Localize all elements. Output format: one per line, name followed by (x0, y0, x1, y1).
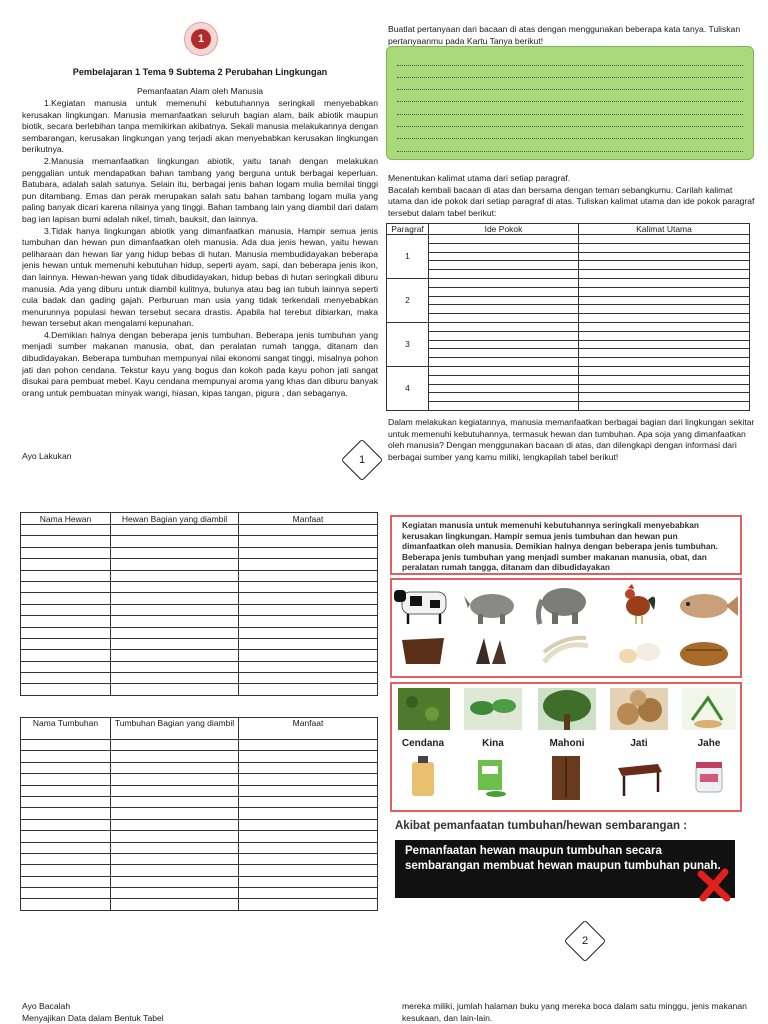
table-picture-icon (618, 764, 662, 796)
table-row (21, 684, 378, 695)
footer-subtitle: Menyajikan Data dalam Bentuk Tabel (22, 1012, 164, 1023)
animal-table-cell[interactable] (239, 559, 378, 570)
paragraph-number: 4 (387, 366, 429, 410)
kalimat-utama-cell[interactable] (579, 402, 750, 411)
plant-table-cell[interactable] (239, 740, 378, 751)
col-manfaat-tumbuhan: Manfaat (239, 718, 378, 740)
paragraph-1: 1.Kegiatan manusia untuk memenuhi kebutuhannya seringkali menyebabkan kerusakan lingkungan. Manusia memanfaatkan seluruh bagian alam, baik abiotik maupun biotik, secara berlebihan tanpa memikirkan akibatnya. Sekali manusia melakukannya dengan sembarangan, kerusakan lingkungan yang terjadi akan menyebabkan kerusakan lingkungan berikutnya. (22, 98, 378, 155)
animal-table-cell[interactable] (111, 570, 239, 581)
question-card-line[interactable] (397, 129, 743, 140)
plant-table-cell[interactable] (111, 888, 239, 899)
page-number-2: 2 (570, 926, 600, 956)
ide-pokok-cell[interactable] (429, 252, 579, 261)
col-ide-pokok: Ide Pokok (429, 224, 579, 235)
ide-pokok-cell[interactable] (429, 243, 579, 252)
lesson-badge (184, 22, 218, 56)
col-kalimat-utama: Kalimat Utama (579, 224, 750, 235)
plant-table-cell[interactable] (111, 740, 239, 751)
animal-picture-panel (390, 578, 742, 678)
plant-table-cell[interactable] (111, 751, 239, 762)
ide-pokok-cell[interactable] (429, 270, 579, 279)
table-row (387, 314, 750, 323)
question-card (386, 46, 754, 160)
kalimat-utama-cell[interactable] (579, 270, 750, 279)
animal-table-cell[interactable] (239, 616, 378, 627)
animal-table-cell[interactable] (239, 570, 378, 581)
animal-table-cell[interactable] (21, 650, 111, 661)
animal-table-cell[interactable] (111, 673, 239, 684)
kalimat-utama-cell[interactable] (579, 322, 750, 331)
cendana-picture-icon (398, 688, 450, 730)
ide-pokok-cell[interactable] (429, 358, 579, 367)
ide-pokok-cell[interactable] (429, 287, 579, 296)
kalimat-utama-cell[interactable] (579, 349, 750, 358)
table-row (21, 819, 378, 830)
paragraph-2: 2.Manusia memanfaatkan lingkungan abiotik, yaitu tanah dengan melakukan penggalian untuk mendapatkan bahan tambang yang berguna untuk berbagai keperluan. Batubara, adalah salah satunya. Selain itu, berbagai jenis bahan logam mulia bernilai tinggi pun ditambang. Emas dan perak merupakan salah satu bahan tambang logam mulia yang paling banyak dicari karena nilainya yang tinggi. Bahan tambang lain yang diambil dari dalam bag ian lapisan bumi adalah nikel, timah, bauksit, dan lainnya. (22, 155, 378, 224)
kalimat-utama-cell[interactable] (579, 331, 750, 340)
table-row (387, 366, 750, 375)
activity-text: Dalam melakukan kegiatannya, manusia memanfaatkan berbagai bagian dari lingkungan sekitar untuk memenuhi kebutuhannya, termasuk hewan dan tumbuhan. Apa soja yang dimanfaatkan oleh manusia? Dengan menggunakan bacaan di atas, dan dilengkapi dengan informasi dari berbagai sumber yang kamu miliki, lengkapilah tabel berikut! (388, 417, 755, 462)
table-row (387, 261, 750, 270)
fish-dish-picture-icon (680, 642, 728, 666)
table-row (21, 842, 378, 853)
animal-table-cell[interactable] (21, 559, 111, 570)
plant-table-cell[interactable] (239, 762, 378, 773)
plant-table-cell[interactable] (21, 796, 111, 807)
paragraph-table (386, 223, 750, 411)
animal-table-cell[interactable] (111, 525, 239, 536)
animal-table-cell[interactable] (111, 627, 239, 638)
table-row (21, 536, 378, 547)
question-card-line[interactable] (397, 80, 743, 91)
akibat-text: Pemanfaatan hewan maupun tumbuhan secara sembarangan membuat hewan maupun tumbuhan punah. (405, 845, 721, 872)
ivory-picture-icon (544, 638, 588, 662)
question-intro: Buatlat pertanyaan dari bacaan di atas dengan menggunakan beberapa kata tanya. Tuliskan pertanyaanmu pada Kartu Tanya berikut! (388, 24, 741, 46)
lesson-badge-number: 1 (191, 29, 211, 49)
animal-table-cell[interactable] (111, 536, 239, 547)
plant-table-cell[interactable] (111, 774, 239, 785)
page-title: Pembelajaran 1 Tema 9 Subtema 2 Perubahan Lingkungan (72, 67, 328, 77)
animal-table-cell[interactable] (21, 661, 111, 672)
animal-table-cell[interactable] (21, 616, 111, 627)
table-row (387, 393, 750, 402)
animal-table-cell[interactable] (21, 536, 111, 547)
table-row (387, 384, 750, 393)
cupboard-picture-icon (552, 756, 580, 800)
ide-pokok-cell[interactable] (429, 340, 579, 349)
table-row (387, 402, 750, 411)
table-row (21, 650, 378, 661)
plant-table-cell[interactable] (21, 853, 111, 864)
table-row (21, 853, 378, 864)
col-paragraf: Paragraf (387, 224, 429, 235)
plant-table-cell[interactable] (111, 899, 239, 910)
col-nama-hewan: Nama Hewan (21, 513, 111, 525)
ayo-bacalah-label: Ayo Bacalah (22, 1001, 71, 1011)
plant-table-cell[interactable] (239, 876, 378, 887)
table-row (21, 638, 378, 649)
animal-table-cell[interactable] (239, 661, 378, 672)
plant-name-jati: Jati (630, 738, 648, 749)
kalimat-utama-cell[interactable] (579, 375, 750, 384)
plant-name-cendana: Cendana (401, 738, 445, 749)
ide-pokok-cell[interactable] (429, 331, 579, 340)
table-row (21, 888, 378, 899)
medicine-picture-icon (478, 760, 506, 797)
animal-table-cell[interactable] (239, 638, 378, 649)
cross-icon (697, 868, 731, 902)
table-row (21, 796, 378, 807)
kalimat-utama-cell[interactable] (579, 384, 750, 393)
table-row (387, 340, 750, 349)
col-bagian-hewan: Hewan Bagian yang diambil (111, 513, 239, 525)
plant-table-cell[interactable] (111, 865, 239, 876)
oil-bottle-picture-icon (412, 756, 434, 796)
question-card-line[interactable] (397, 116, 743, 127)
table-row (21, 616, 378, 627)
kalimat-utama-cell[interactable] (579, 340, 750, 349)
plant-table-cell[interactable] (239, 785, 378, 796)
question-card-line[interactable] (397, 141, 743, 152)
plant-name-mahoni: Mahoni (549, 738, 585, 749)
page-number-1: 1 (347, 445, 377, 475)
rhino-picture-icon (464, 594, 514, 624)
plant-name-kina: Kina (482, 738, 504, 749)
animal-table-cell[interactable] (111, 661, 239, 672)
paragraph-number: 3 (387, 322, 429, 366)
plant-table-cell[interactable] (21, 876, 111, 887)
animal-table-cell[interactable] (239, 525, 378, 536)
plant-table-cell[interactable] (111, 819, 239, 830)
ide-pokok-cell[interactable] (429, 314, 579, 323)
plant-picture-panel (390, 682, 742, 812)
ayo-lakukan-label: Ayo Lakukan (22, 451, 72, 461)
animal-table-cell[interactable] (21, 525, 111, 536)
jati-picture-icon (610, 688, 668, 730)
plant-table-cell[interactable] (111, 796, 239, 807)
plant-table-cell[interactable] (239, 796, 378, 807)
fish-picture-icon (680, 594, 738, 618)
kalimat-utama-cell[interactable] (579, 278, 750, 287)
table-row (21, 740, 378, 751)
ide-pokok-cell[interactable] (429, 322, 579, 331)
col-manfaat-hewan: Manfaat (239, 513, 378, 525)
plant-table-cell[interactable] (239, 842, 378, 853)
ide-pokok-cell[interactable] (429, 349, 579, 358)
ide-pokok-cell[interactable] (429, 375, 579, 384)
question-card-line[interactable] (397, 55, 743, 66)
kalimat-utama-cell[interactable] (579, 314, 750, 323)
kina-picture-icon (464, 688, 522, 730)
kalimat-utama-cell[interactable] (579, 252, 750, 261)
animal-table-cell[interactable] (239, 547, 378, 558)
plant-table-cell[interactable] (239, 751, 378, 762)
reading-body (22, 98, 378, 399)
animal-table-cell[interactable] (239, 684, 378, 695)
table-row (387, 252, 750, 261)
plant-name-jahe: Jahe (697, 738, 721, 749)
animal-table-cell[interactable] (21, 673, 111, 684)
plant-table-cell[interactable] (21, 774, 111, 785)
egg-chicken-picture-icon (619, 643, 660, 663)
table-row (21, 525, 378, 536)
plant-table-cell[interactable] (111, 831, 239, 842)
table-row (387, 375, 750, 384)
footer-right-text: mereka miliki, jumlah halaman buku yang mereka boca dalam satu minggu, jenis makanan kesukaan, dan lain-lain. (402, 1001, 747, 1023)
animal-table-cell[interactable] (111, 604, 239, 615)
ide-pokok-cell[interactable] (429, 235, 579, 244)
table-row (21, 751, 378, 762)
question-card-line[interactable] (397, 67, 743, 78)
table-row (21, 593, 378, 604)
kalimat-utama-cell[interactable] (579, 296, 750, 305)
table-row (21, 774, 378, 785)
table-row (21, 785, 378, 796)
animal-table-cell[interactable] (21, 638, 111, 649)
table-row (387, 278, 750, 287)
kalimat-utama-cell[interactable] (579, 393, 750, 402)
akibat-box (395, 840, 735, 898)
plant-table-cell[interactable] (239, 774, 378, 785)
cow-picture-icon (394, 590, 446, 624)
animal-table-cell[interactable] (239, 627, 378, 638)
col-nama-tumbuhan: Nama Tumbuhan (21, 718, 111, 740)
elephant-picture-icon (538, 588, 586, 624)
rooster-picture-icon (625, 584, 655, 624)
animal-table-cell[interactable] (21, 570, 111, 581)
jar-picture-icon (696, 762, 722, 792)
plant-table-cell[interactable] (21, 785, 111, 796)
table-row (387, 243, 750, 252)
ide-pokok-cell[interactable] (429, 296, 579, 305)
animal-table-cell[interactable] (111, 616, 239, 627)
table-row (21, 831, 378, 842)
table-row (21, 865, 378, 876)
ide-pokok-cell[interactable] (429, 393, 579, 402)
plant-table-cell[interactable] (239, 831, 378, 842)
plant-table-cell[interactable] (21, 865, 111, 876)
mahoni-picture-icon (538, 688, 596, 730)
plant-table-cell[interactable] (239, 865, 378, 876)
animal-table (20, 512, 378, 696)
plant-table-cell[interactable] (111, 785, 239, 796)
plant-table-cell[interactable] (21, 808, 111, 819)
question-card-line[interactable] (397, 104, 743, 115)
table-row (21, 876, 378, 887)
plant-table-cell[interactable] (111, 762, 239, 773)
animal-table-cell[interactable] (21, 547, 111, 558)
animal-table-cell[interactable] (21, 581, 111, 592)
table-row (387, 349, 750, 358)
animal-table-cell[interactable] (21, 627, 111, 638)
plant-table-cell[interactable] (111, 876, 239, 887)
animal-table-cell[interactable] (239, 604, 378, 615)
plant-table-cell[interactable] (21, 751, 111, 762)
plant-table-cell[interactable] (239, 853, 378, 864)
horn-picture-icon (476, 638, 506, 664)
table-row (21, 899, 378, 910)
plant-table-cell[interactable] (21, 888, 111, 899)
animal-table-cell[interactable] (21, 593, 111, 604)
table-row (21, 661, 378, 672)
animal-table-cell[interactable] (111, 684, 239, 695)
table-row (387, 305, 750, 314)
jahe-picture-icon (682, 688, 736, 730)
paragraph-number: 1 (387, 235, 429, 279)
animal-pictures (392, 580, 740, 676)
ide-pokok-cell[interactable] (429, 402, 579, 411)
paragraph-4: 4.Demikian halnya dengan beberapa jenis tumbuhan. Beberapa jenis tumbuhan yang menjadi sumber makanan manusia, obat, dan peralatan rumah tangga, ditanam dan dibudidayakan. Beberapa tumbuhan mempunyai nilai ekonomi sangat tinggi, misalnya pohon jati dan pohon cendana. Tekstur kayu yang bogus dan kokoh pada kayu pohon jati sangat disukai para pembuat mebel. Kayu cendana mempunyai aroma yang khas dan diburu banyak orang untuk pembuatan minyak wangi, hiasan, kipas tangan, pigura , dan sebaganya. (22, 329, 378, 398)
animal-table-cell[interactable] (111, 547, 239, 558)
plant-table-cell[interactable] (21, 762, 111, 773)
animal-table-cell[interactable] (111, 650, 239, 661)
table-row (21, 559, 378, 570)
table-row (21, 627, 378, 638)
table-row (21, 547, 378, 558)
paragraph-number: 2 (387, 278, 429, 322)
akibat-title: Akibat pemanfaatan tumbuhan/hewan sembarangan : (395, 820, 688, 832)
plant-table-cell[interactable] (21, 842, 111, 853)
table-row (21, 581, 378, 592)
table-row (21, 762, 378, 773)
table-row (387, 358, 750, 367)
animal-table-cell[interactable] (111, 638, 239, 649)
plant-table-cell[interactable] (239, 808, 378, 819)
ide-pokok-cell[interactable] (429, 305, 579, 314)
table-row (21, 570, 378, 581)
kalimat-utama-cell[interactable] (579, 261, 750, 270)
plant-table-cell[interactable] (239, 819, 378, 830)
table-row (21, 808, 378, 819)
meat-picture-icon (402, 638, 444, 664)
table-row (387, 296, 750, 305)
reading-title: Pemanfaatan Alam oleh Manusia (136, 86, 264, 96)
animal-table-cell[interactable] (239, 593, 378, 604)
animal-table-cell[interactable] (239, 673, 378, 684)
animal-table-cell[interactable] (21, 684, 111, 695)
plant-table-cell[interactable] (21, 740, 111, 751)
table-row (387, 287, 750, 296)
info-box (390, 515, 742, 575)
ide-pokok-cell[interactable] (429, 261, 579, 270)
table-row (21, 604, 378, 615)
info-box-text: Kegiatan manusia untuk memenuhi kebutuhannya seringkali menyebabkan kerusakan lingkungan. Hampir semua jenis tumbuhan dan hewan pun dimanfaatkan oleh manusia. Demikian halnya dengan beberapa jenis tumbuhan. Beberapa jenis tumbuhan yang menjadi sumber makanan manusia, obat, dan peralatan rumah tangga, ditanam dan dibudidayakan (402, 520, 718, 572)
animal-table-cell[interactable] (21, 604, 111, 615)
question-card-lines (397, 55, 743, 152)
kalimat-utama-cell[interactable] (579, 235, 750, 244)
table-row (21, 673, 378, 684)
table-row (387, 331, 750, 340)
plant-table-cell[interactable] (21, 831, 111, 842)
table-row (387, 235, 750, 244)
kalimat-utama-cell[interactable] (579, 305, 750, 314)
plant-table-cell[interactable] (111, 808, 239, 819)
question-card-line[interactable] (397, 92, 743, 103)
ide-pokok-cell[interactable] (429, 278, 579, 287)
main-idea-intro: Menentukan kalimat utama dari setiap paragraf. Bacalah kembali bacaan di atas dan bersama dengan teman sebangkumu. Carilah kalimat utama dan ide pokok dari setiap paragraf di atas. Tuliskan kalimat utama dan ide pokok paragraf tersebut dalam tabel berikut: (388, 173, 755, 218)
plant-table (20, 717, 378, 911)
animal-table-cell[interactable] (111, 559, 239, 570)
plant-table-cell[interactable] (21, 899, 111, 910)
animal-table-cell[interactable] (239, 581, 378, 592)
animal-table-cell[interactable] (111, 593, 239, 604)
ide-pokok-cell[interactable] (429, 384, 579, 393)
paragraph-3: 3.Tidak hanya lingkungan abiotik yang dimanfaatkan manusia, Hampir semua jenis tumbuhan dan hewan pun dimanfaatkan oleh manusia. Ada dua jenis hewan, yaitu hewan peliharaan dan hewan liar yang hidup bebas di hutan. Manusia membudidayakan beberapa jenis hewan untuk memenuhi kebutuhan hidup, seperti ayam, sapi, dan beberapa jenis ikon, dan lainnya. Hewan-hewan yang tidak dibudidayakan, hidup bebas di hutan seringkali diburu manusia. Ada yang diburu untuk diambil kulitnya, bulunya atau bag ian tubuh lainnya seperti cula badak dan gading gajah. Perburuan man usia yang tidak terkendali menyebabkan menurunnya populasi hewan tersebut secara drastis. Apabila hal terebut dibiarkan, maka hewan tersebut akan mengalami kepunahan. (22, 225, 378, 329)
plant-table-cell[interactable] (21, 819, 111, 830)
footer-left (22, 1001, 322, 1024)
table-row (387, 322, 750, 331)
col-bagian-tumbuhan: Tumbuhan Bagian yang diambil (111, 718, 239, 740)
plant-table-cell[interactable] (239, 899, 378, 910)
kalimat-utama-cell[interactable] (579, 243, 750, 252)
kalimat-utama-cell[interactable] (579, 287, 750, 296)
ide-pokok-cell[interactable] (429, 366, 579, 375)
plant-table-cell[interactable] (111, 853, 239, 864)
kalimat-utama-cell[interactable] (579, 358, 750, 367)
animal-table-cell[interactable] (239, 650, 378, 661)
animal-table-cell[interactable] (111, 581, 239, 592)
kalimat-utama-cell[interactable] (579, 366, 750, 375)
plant-table-cell[interactable] (111, 842, 239, 853)
plant-table-cell[interactable] (239, 888, 378, 899)
animal-table-cell[interactable] (239, 536, 378, 547)
table-row (387, 270, 750, 279)
